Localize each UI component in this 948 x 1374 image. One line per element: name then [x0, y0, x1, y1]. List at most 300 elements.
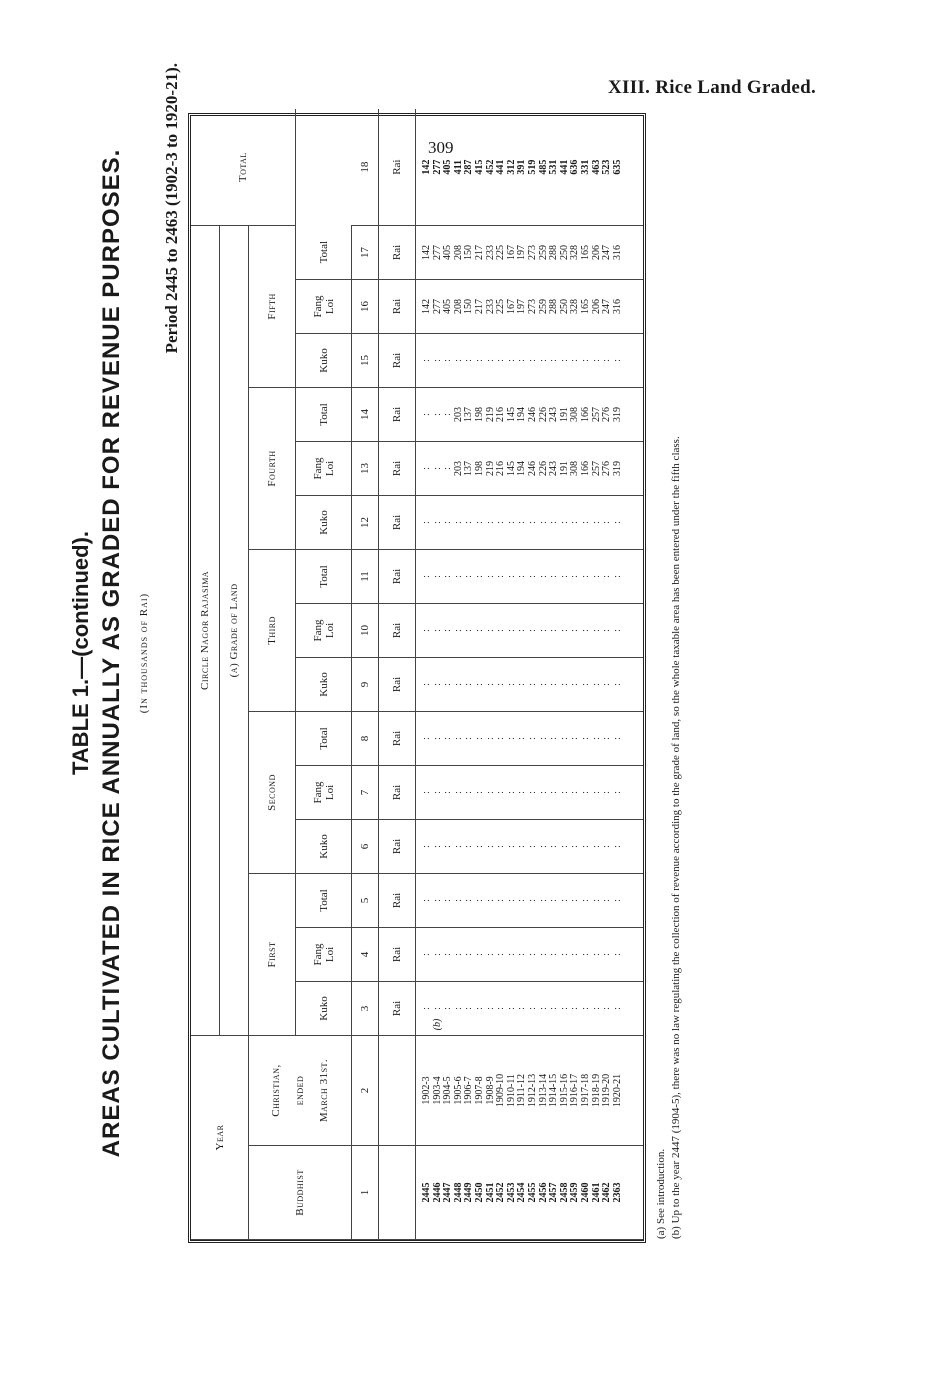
cell-value: 316	[611, 244, 623, 260]
cell-value: 1905-6	[452, 1076, 464, 1105]
cell-value: 319	[611, 406, 623, 422]
cell-value: 287	[463, 159, 475, 175]
cell-value: :	[484, 683, 496, 686]
column-number: 11	[352, 549, 379, 603]
cell-value: :	[537, 737, 549, 740]
cell-value: :	[601, 845, 613, 848]
cell-value: :	[601, 683, 613, 686]
grade-second-header: Second	[249, 711, 296, 873]
cell-value: :	[473, 575, 485, 578]
cell-value: :	[611, 953, 623, 956]
cell-value: 2451	[484, 1182, 496, 1203]
cell-value: 233	[484, 244, 496, 260]
sub-total-header: Total	[296, 549, 352, 603]
cell-value: 197	[516, 244, 528, 260]
fang-loi-header: Fang Loi	[296, 765, 352, 819]
christian-header-line1: Christian,	[270, 1064, 282, 1117]
cell-value: :	[463, 521, 475, 524]
cell-value: 145	[505, 406, 517, 422]
cell-value: :	[526, 1007, 538, 1010]
cell-value: 277	[431, 244, 443, 260]
cell-value: 165	[579, 244, 591, 260]
cell-value: :	[516, 791, 528, 794]
cell-value: :	[526, 629, 538, 632]
cell-value: :	[526, 521, 538, 524]
cell-value: :	[431, 845, 443, 848]
cell-value: :	[590, 359, 602, 362]
cell-value: 2460	[579, 1182, 591, 1203]
cell-value: 1914-15	[548, 1073, 560, 1108]
fang-loi-header: Fang Loi	[296, 603, 352, 657]
column-number: 18	[352, 109, 379, 225]
column-number: 8	[352, 711, 379, 765]
cell-value: :	[463, 683, 475, 686]
cell-value: :	[484, 845, 496, 848]
cell-value: :	[611, 575, 623, 578]
cell-value: :	[590, 953, 602, 956]
cell-value: :	[431, 575, 443, 578]
cell-value: :	[473, 683, 485, 686]
cell-value: :	[473, 521, 485, 524]
cell-value: 257	[590, 460, 602, 476]
cell-value: :	[495, 791, 507, 794]
cell-value: :	[569, 845, 581, 848]
table-title: TABLE 1.—(continued).	[68, 530, 93, 776]
data-column-13	[416, 441, 644, 495]
cell-value: :	[442, 899, 454, 902]
cell-value: 208	[452, 244, 464, 260]
cell-value: :	[505, 575, 517, 578]
cell-value: 1915-16	[558, 1073, 570, 1108]
column-number: 13	[352, 441, 379, 495]
data-column-11	[416, 549, 644, 603]
cell-value: :	[611, 899, 623, 902]
cell-value: :	[548, 953, 560, 956]
cell-value: 142	[421, 159, 432, 175]
fang-loi-header: Fang Loi	[296, 441, 352, 495]
cell-value: 2453	[505, 1182, 517, 1203]
cell-value: :	[569, 899, 581, 902]
unit-cell	[379, 1146, 416, 1240]
cell-value: 137	[463, 460, 475, 476]
cell-value: :	[421, 953, 432, 956]
grade-third-header: Third	[249, 549, 296, 711]
unit-cell: Rai	[379, 495, 416, 549]
cell-value: :	[590, 521, 602, 524]
kuko-header: Kuko	[296, 657, 352, 711]
cell-value: :	[452, 575, 464, 578]
cell-value: :	[495, 953, 507, 956]
column-number: 4	[352, 927, 379, 981]
cell-value: 225	[495, 298, 507, 314]
cell-value: 259	[537, 244, 549, 260]
cell-value: 198	[473, 406, 485, 422]
christian-header-line2: ended	[294, 1075, 306, 1106]
unit-cell: Rai	[379, 927, 416, 981]
cell-value: :	[516, 737, 528, 740]
cell-value: 273	[526, 298, 538, 314]
cell-value: 1912-13	[526, 1073, 538, 1108]
cell-value: 485	[537, 159, 549, 175]
cell-value: :	[473, 629, 485, 632]
table-unit-note: (In thousands of Rai)	[138, 592, 150, 714]
unit-cell: Rai	[379, 441, 416, 495]
cell-value: :	[611, 1007, 623, 1010]
footnotes	[654, 119, 684, 1239]
cell-value: :	[431, 467, 443, 470]
cell-value: 203	[452, 406, 464, 422]
cell-value: :	[431, 953, 443, 956]
sub-total-header: Total	[296, 387, 352, 441]
cell-value: 217	[473, 298, 485, 314]
cell-value: 257	[590, 406, 602, 422]
cell-value: 226	[537, 406, 549, 422]
cell-value: 167	[505, 298, 517, 314]
cell-value: :	[516, 845, 528, 848]
cell-value: 250	[558, 244, 570, 260]
cell-value: 1910-11	[505, 1074, 517, 1107]
cell-value: 2363	[611, 1182, 623, 1203]
cell-value: :	[601, 791, 613, 794]
cell-value: 2450	[473, 1182, 485, 1203]
cell-value: 452	[484, 159, 496, 175]
cell-value: :	[526, 845, 538, 848]
cell-value: :	[579, 953, 591, 956]
cell-value: :	[537, 629, 549, 632]
cell-value: :	[421, 845, 432, 848]
cell-value: :	[579, 629, 591, 632]
cell-value: 2452	[495, 1182, 507, 1203]
cell-value: :	[421, 629, 432, 632]
cell-value: :	[558, 953, 570, 956]
unit-cell: Rai	[379, 549, 416, 603]
cell-value: :	[452, 359, 464, 362]
cell-value: 405	[442, 159, 454, 175]
cell-value: :	[421, 737, 432, 740]
grade-fourth-header: Fourth	[249, 387, 296, 549]
cell-value: 463	[590, 159, 602, 175]
cell-value: :	[421, 359, 432, 362]
cell-value: 247	[601, 298, 613, 314]
cell-value: :	[558, 791, 570, 794]
cell-value: 142	[421, 298, 432, 314]
column-number: 15	[352, 333, 379, 387]
cell-value: :	[569, 359, 581, 362]
cell-value: 635	[611, 159, 623, 175]
cell-value: :	[548, 791, 560, 794]
cell-value: :	[569, 629, 581, 632]
fang-loi-header: Fang Loi	[296, 927, 352, 981]
grand-total-header: Total	[191, 109, 296, 225]
cell-value: 165	[579, 298, 591, 314]
data-column-17	[416, 225, 644, 279]
cell-value: :	[421, 413, 432, 416]
cell-value: 191	[558, 460, 570, 476]
cell-value: :	[505, 683, 517, 686]
cell-value: :	[558, 1007, 570, 1010]
grade-fifth-header: Fifth	[249, 225, 296, 387]
cell-value: 197	[516, 298, 528, 314]
christian-header	[249, 1035, 352, 1145]
cell-value: :	[442, 521, 454, 524]
cell-value: :	[611, 359, 623, 362]
cell-value: :	[505, 359, 517, 362]
cell-value: :	[516, 899, 528, 902]
cell-value: :	[579, 575, 591, 578]
cell-value: :	[537, 521, 549, 524]
cell-value: 259	[537, 298, 549, 314]
cell-value: 411	[452, 159, 464, 175]
cell-value: :	[579, 1007, 591, 1010]
cell-value: 276	[601, 406, 613, 422]
cell-value: :	[473, 845, 485, 848]
cell-value: :	[569, 521, 581, 524]
cell-value: :	[463, 359, 475, 362]
cell-value: :	[505, 521, 517, 524]
table-subtitle: AREAS CULTIVATED IN RICE ANNUALLY AS GRADED FOR REVENUE PURPOSES.	[98, 148, 125, 1158]
cell-value: :	[526, 683, 538, 686]
cell-value: :	[421, 899, 432, 902]
cell-value: 308	[569, 406, 581, 422]
cell-value: 150	[463, 244, 475, 260]
cell-value: 1916-17	[569, 1073, 581, 1108]
cell-value: 1918-19	[590, 1073, 602, 1108]
cell-value: :	[505, 899, 517, 902]
cell-value: :	[601, 737, 613, 740]
fang-loi-header: Fang Loi	[296, 279, 352, 333]
unit-cell: Rai	[379, 711, 416, 765]
unit-cell: Rai	[379, 873, 416, 927]
data-column-18	[416, 109, 644, 225]
cell-value: :	[463, 629, 475, 632]
column-number: 5	[352, 873, 379, 927]
cell-value: :	[537, 953, 549, 956]
cell-value: :	[601, 575, 613, 578]
cell-value: :	[558, 899, 570, 902]
unit-cell: Rai	[379, 819, 416, 873]
column-number: 9	[352, 657, 379, 711]
cell-value: :	[495, 521, 507, 524]
cell-value: 2461	[590, 1182, 602, 1203]
cell-value: 219	[484, 406, 496, 422]
cell-value: :	[601, 953, 613, 956]
cell-value: 1908-9	[484, 1076, 496, 1105]
cell-value: :	[495, 737, 507, 740]
cell-value: 2455	[526, 1182, 538, 1203]
cell-value: :	[452, 629, 464, 632]
circle-header: Circle Nagor Rajasima	[191, 225, 220, 1035]
cell-value: :	[526, 359, 538, 362]
cell-value: 331	[579, 159, 591, 175]
cell-value: 441	[495, 159, 507, 175]
cell-value: 2447	[442, 1182, 454, 1203]
cell-value: :	[526, 953, 538, 956]
kuko-header: Kuko	[296, 333, 352, 387]
grade-of-land-header: (a) Grade of Land	[220, 225, 249, 1035]
cell-value: :	[431, 1007, 443, 1010]
data-column-5	[416, 873, 644, 927]
cell-value: 225	[495, 244, 507, 260]
cell-value: 1911-12	[516, 1074, 528, 1107]
cell-value: :	[473, 791, 485, 794]
sub-total-header: Total	[296, 711, 352, 765]
cell-value: :	[590, 683, 602, 686]
data-column-1	[416, 1146, 644, 1240]
cell-value: 415	[473, 159, 485, 175]
cell-value: :	[569, 791, 581, 794]
cell-value: 2459	[569, 1182, 581, 1203]
cell-value: :	[431, 899, 443, 902]
kuko-header: Kuko	[296, 981, 352, 1035]
cell-value: :	[548, 521, 560, 524]
cell-value: :	[548, 737, 560, 740]
cell-value: :	[611, 791, 623, 794]
cell-value: :	[505, 629, 517, 632]
cell-value: :	[611, 683, 623, 686]
cell-value: :	[537, 899, 549, 902]
cell-value: :	[442, 467, 454, 470]
cell-value: 219	[484, 460, 496, 476]
cell-value: :	[505, 1007, 517, 1010]
cell-value: :	[516, 629, 528, 632]
page-number: 309	[428, 138, 454, 157]
cell-value: :	[558, 683, 570, 686]
cell-value: 1913-14	[537, 1073, 549, 1108]
cell-value: 233	[484, 298, 496, 314]
cell-value: :	[537, 1007, 549, 1010]
cell-value: 2446	[431, 1182, 443, 1203]
cell-value: 226	[537, 460, 549, 476]
data-column-2	[416, 1035, 644, 1145]
christian-header-line3: March 31st.	[318, 1058, 330, 1123]
cell-value: :	[442, 737, 454, 740]
cell-value: :	[463, 575, 475, 578]
period-label: Period 2445 to 2463 (1902-3 to 1920-21).	[162, 63, 181, 354]
cell-value: :	[431, 683, 443, 686]
cell-value: :	[526, 737, 538, 740]
cell-value: 2462	[601, 1182, 613, 1203]
cell-value: :	[516, 1007, 528, 1010]
cell-value: :	[442, 953, 454, 956]
column-number: 1	[352, 1146, 379, 1240]
cell-value: 191	[558, 406, 570, 422]
section-header: XIII. Rice Land Graded.	[607, 77, 816, 98]
unit-cell: Rai	[379, 109, 416, 225]
cell-value: :	[601, 1007, 613, 1010]
cell-value: :	[473, 1007, 485, 1010]
cell-value: 167	[505, 244, 517, 260]
cell-value: 288	[548, 244, 560, 260]
data-column-7	[416, 765, 644, 819]
cell-value: :	[484, 1007, 496, 1010]
cell-value: 312	[505, 159, 517, 175]
cell-value: :	[601, 899, 613, 902]
rotated-table-sheet	[60, 63, 700, 1243]
cell-value: :	[421, 467, 432, 470]
cell-value: :	[516, 575, 528, 578]
cell-value: 2449	[463, 1182, 475, 1203]
cell-value: 150	[463, 298, 475, 314]
cell-value: :	[537, 683, 549, 686]
data-column-16	[416, 279, 644, 333]
cell-value: :	[442, 629, 454, 632]
cell-value: :	[569, 683, 581, 686]
cell-value: :	[484, 953, 496, 956]
cell-value: :	[516, 953, 528, 956]
cell-value: 276	[601, 460, 613, 476]
cell-value: :	[526, 575, 538, 578]
data-column-3: (b) : : : : : : : : : : : : : : : : : : :	[416, 981, 644, 1035]
cell-value: :	[558, 737, 570, 740]
cell-value: :	[548, 359, 560, 362]
cell-value: 1903-4	[431, 1076, 443, 1105]
cell-value: :	[452, 953, 464, 956]
cell-value: :	[558, 629, 570, 632]
column-number: 6	[352, 819, 379, 873]
cell-value: 250	[558, 298, 570, 314]
cell-value: :	[442, 575, 454, 578]
data-table-frame	[188, 113, 646, 1243]
cell-value: :	[442, 359, 454, 362]
cell-value: :	[495, 899, 507, 902]
unit-cell	[379, 1035, 416, 1145]
cell-value: :	[611, 521, 623, 524]
year-header: Year	[191, 1035, 249, 1239]
unit-cell: Rai	[379, 387, 416, 441]
cell-value: :	[484, 359, 496, 362]
data-column-9	[416, 657, 644, 711]
cell-value: 2445	[421, 1182, 432, 1203]
cell-value: 246	[526, 406, 538, 422]
cell-value: :	[442, 1007, 454, 1010]
cell-value: 405	[442, 244, 454, 260]
cell-value: :	[579, 359, 591, 362]
cell-value: :	[421, 683, 432, 686]
cell-value: :	[526, 791, 538, 794]
cell-value: 519	[526, 159, 538, 175]
cell-value: 206	[590, 244, 602, 260]
cell-value: :	[611, 737, 623, 740]
cell-value: :	[558, 575, 570, 578]
cell-value: :	[579, 683, 591, 686]
column-number: 2	[352, 1035, 379, 1145]
cell-value: :	[431, 737, 443, 740]
cell-value: 1917-18	[579, 1073, 591, 1108]
unit-cell: Rai	[379, 333, 416, 387]
cell-value: :	[579, 737, 591, 740]
cell-value: :	[558, 359, 570, 362]
cell-value: 1906-7	[463, 1076, 475, 1105]
column-number: 17	[352, 225, 379, 279]
cell-value: :	[548, 629, 560, 632]
cell-value: :	[590, 629, 602, 632]
cell-value: :	[590, 737, 602, 740]
cell-value: :	[505, 737, 517, 740]
cell-value: 216	[495, 460, 507, 476]
cell-value: 137	[463, 406, 475, 422]
cell-value: :	[569, 1007, 581, 1010]
cell-value: :	[537, 845, 549, 848]
cell-value: :	[558, 521, 570, 524]
cell-value: 1920-21	[611, 1073, 623, 1108]
cell-value: 328	[569, 244, 581, 260]
cell-value: :	[484, 791, 496, 794]
cell-value: :	[569, 737, 581, 740]
cell-value: 198	[473, 460, 485, 476]
unit-cell: Rai	[379, 225, 416, 279]
cell-value: 194	[516, 460, 528, 476]
cell-value: :	[579, 845, 591, 848]
